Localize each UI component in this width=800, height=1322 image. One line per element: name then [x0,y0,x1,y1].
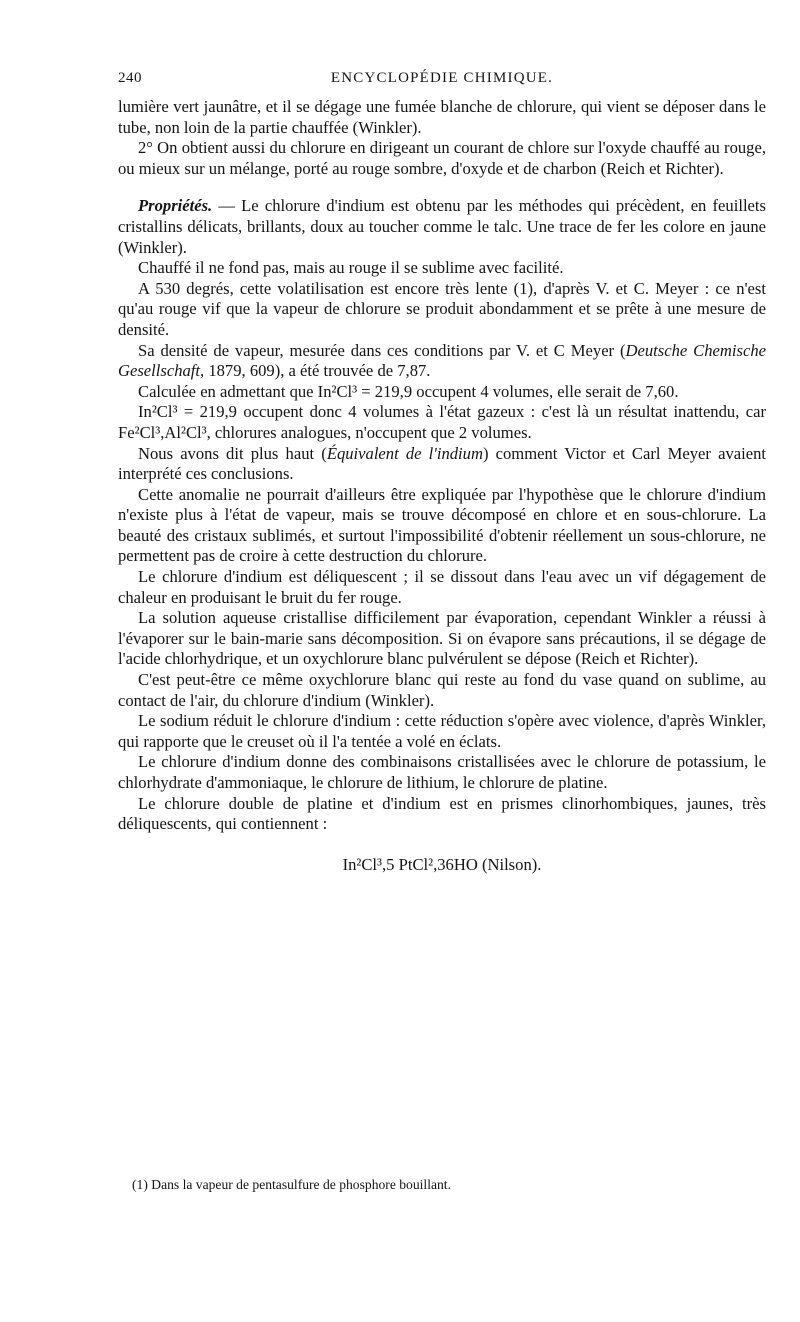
paragraph-text: ) comment Victor et Carl Meyer avaient interprété ces conclusions. [118,443,767,484]
page-number: 240 [118,70,142,86]
page-header [118,70,766,94]
paragraph: Cette anomalie ne pourrait d'ailleurs être expliquée par l'hypothèse que le chlorure d'indium n'existe plus à l'état de vapeur, mais se trouve décomposé en chlore et en sous-chlorure. La beauté des cristaux sublimés, et surtout l'impossibilité d'obtenir réellement un sous-chlorure, ne permettent pas de croire à cette destruction du chlorure. [118,484,766,566]
footnote: (1) Dans la vapeur de pentasulfure de phosphore bouillant. [132,1177,451,1192]
paragraph [118,341,766,382]
running-title: ENCYCLOPÉDIE CHIMIQUE. [330,70,554,86]
paragraph [118,444,766,485]
paragraph: Le chlorure d'indium est déliquescent ; il se dissout dans l'eau avec un vif dégagement de chaleur en produisant le bruit du fer rouge. [118,567,766,607]
paragraph-properties [118,196,766,258]
section-label: Propriétés. [138,196,213,216]
paragraph-text: — Le chlorure d'indium est obtenu par les méthodes qui précèdent, en feuillets cristallins délicats, brillants, doux au toucher comme le talc. Une trace de fer les colore en jaune (Winkler). [118,196,766,257]
paragraph: A 530 degrés, cette volatilisation est encore très lente (1), d'après V. et C. Meyer : ce n'est qu'au rouge vif que la vapeur de chlorure se produit abondamment et se prête à une mesure de densité. [118,278,766,339]
paragraph-text: Sa densité de vapeur, mesurée dans ces conditions par V. et C Meyer ( [138,340,626,360]
paragraph-text: Nous avons dit plus haut ( [138,443,327,463]
chemical-formula: In²Cl³,5 PtCl²,36HO (Nilson). [342,854,542,874]
paragraph: Chauffé il ne fond pas, mais au rouge il se sublime avec facilité. [138,258,564,278]
paragraph: Le chlorure d'indium donne des combinaisons cristallisées avec le chlorure de potassium, le chlorhydrate d'ammoniaque, le chlorure de lithium, le chlorure de platine. [118,752,766,792]
paragraph: lumière vert jaunâtre, et il se dégage une fumée blanche de chlorure, qui vient se déposer dans le tube, non loin de la partie chauffée (Winkler). [118,97,766,137]
body-text [118,97,766,875]
journal-reference: Deutsche Chemische Gesellschaft, [118,340,766,381]
paragraph: 2° On obtient aussi du chlorure en dirigeant un courant de chlore sur l'oxyde chauffé au rouge, ou mieux sur un mélange, porté au rouge sombre, d'oxyde et de charbon (Reich et Richter). [118,138,766,178]
paragraph: Le sodium réduit le chlorure d'indium : cette réduction s'opère avec violence, d'après Winkler, qui rapporte que le creuset où il l'a tentée a volé en éclats. [118,711,766,751]
cross-reference: Équivalent de l'indium [326,443,483,463]
paragraph: Le chlorure double de platine et d'indium est en prismes clinorhombiques, jaunes, très déliquescents, qui contiennent : [118,793,766,834]
paragraph: La solution aqueuse cristallise difficilement par évaporation, cependant Winkler a réussi à l'évaporer sur le bain-marie sans décomposition. Si on évapore sans précautions, il se dégage de l'acide chlorhydrique, et un oxychlorure blanc pulvérulent se dépose (Reich et Richter). [118,608,766,669]
paragraph: C'est peut-être ce même oxychlorure blanc qui reste au fond du vase quand on sublime, au contact de l'air, du chlorure d'indium (Winkler). [118,670,766,710]
paragraph: Calculée en admettant que In²Cl³ = 219,9 occupent 4 volumes, elle serait de 7,60. [138,381,679,401]
paragraph: In²Cl³ = 219,9 occupent donc 4 volumes à l'état gazeux : c'est là un résultat inattendu, car Fe²Cl³,Al²Cl³, chlorures analogues, n'occupent que 2 volumes. [118,402,766,442]
paragraph-text: 1879, 609), a été trouvée de 7,87. [204,361,431,381]
